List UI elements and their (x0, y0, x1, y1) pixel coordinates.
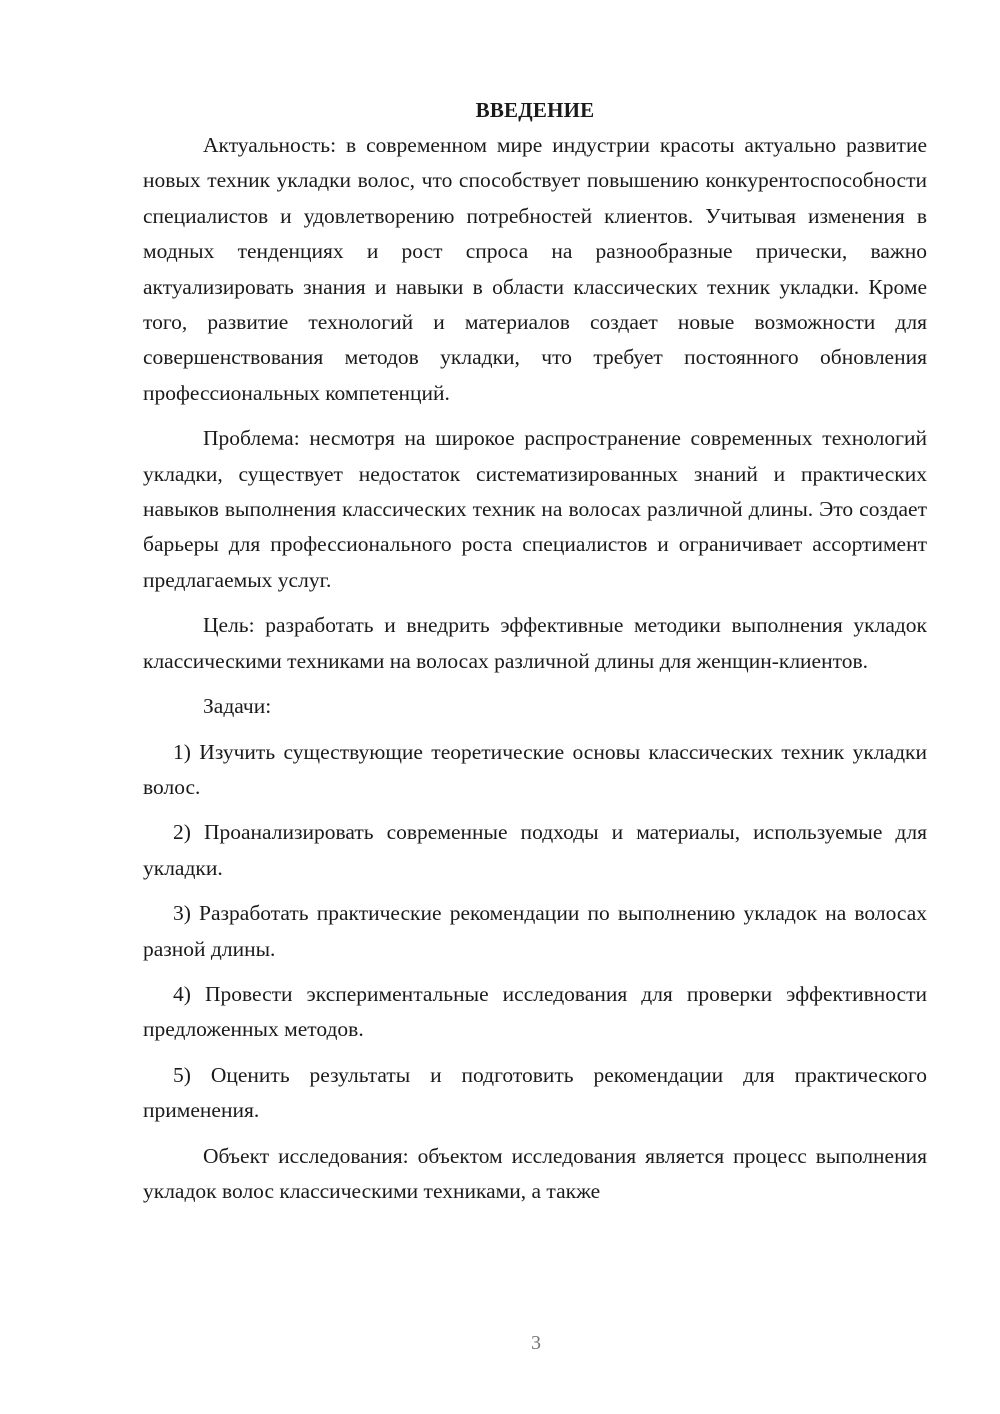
task-item-3: 3) Разработать практические рекомендации по выполнению укладок на волосах разной длины. (143, 901, 927, 961)
tasks-label: Задачи: (203, 694, 272, 719)
task-item-5: 5) Оценить результаты и подготовить рекомендации для практического применения. (143, 1062, 927, 1123)
task-item-4: 4) Провести экспериментальные исследования для проверки эффективности предложенных методов. (143, 981, 927, 1042)
task-item-2: 2) Проанализировать современные подходы и материалы, используемые для укладки. (143, 820, 927, 880)
object-paragraph: Объект исследования: объектом исследования является процесс выполнения укладок волос классическими техниками, а также (143, 1143, 927, 1203)
page-content (143, 92, 927, 1209)
relevance-paragraph: Актуальность: в современном мире индустрии красоты актуально развитие новых техник укладки волос, что способствует повышению конкурентоспособности специалистов и удовлетворению потребностей клиентов. Учитывая изменения в модных тенденциях и рост спроса на разнообразные прически, важно актуализировать знания и навыки в области классических техник укладки. Кроме того, развитие технологий и материалов создает новые возможности для совершенствования методов укладки, что требует постоянного обновления профессиональных компетенций. (143, 133, 927, 405)
page-number: 3 (531, 1332, 541, 1354)
task-item-1: 1) Изучить существующие теоретические основы классических техник укладки волос. (143, 739, 927, 799)
problem-paragraph: Проблема: несмотря на широкое распространение современных технологий укладки, существует недостаток систематизированных знаний и практических навыков выполнения классических техник на волосах различной длины. Это создает барьеры для профессионального роста специалистов и ограничивает ассортимент предлагаемых услуг. (143, 426, 927, 592)
section-heading: ВВЕДЕНИЕ (475, 98, 595, 122)
goal-paragraph: Цель: разработать и внедрить эффективные методики выполнения укладок классическими техниками на волосах различной длины для женщин-клиентов. (143, 613, 927, 673)
